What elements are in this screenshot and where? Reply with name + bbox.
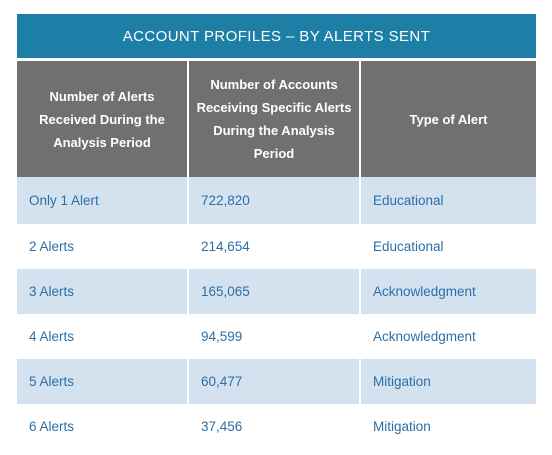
table-row <box>17 177 536 224</box>
cell-accounts: 214,654 <box>188 224 360 269</box>
cell-accounts: 94,599 <box>188 314 360 359</box>
cell-alerts: 5 Alerts <box>17 359 188 404</box>
table-row <box>17 269 536 314</box>
cell-alerts: 4 Alerts <box>17 314 188 359</box>
header-accounts-receiving: Number of Accounts Receiving Specific Alerts During the Analysis Period <box>188 61 360 177</box>
table-row <box>17 224 536 269</box>
table-row <box>17 404 536 449</box>
cell-type: Mitigation <box>360 404 536 449</box>
cell-type: Educational <box>360 224 536 269</box>
account-profiles-table <box>17 61 536 449</box>
cell-accounts: 165,065 <box>188 269 360 314</box>
cell-accounts: 37,456 <box>188 404 360 449</box>
cell-alerts: 3 Alerts <box>17 269 188 314</box>
cell-accounts: 722,820 <box>188 177 360 224</box>
table-title: ACCOUNT PROFILES – BY ALERTS SENT <box>17 14 536 58</box>
cell-type: Educational <box>360 177 536 224</box>
table-row <box>17 314 536 359</box>
table-header-row <box>17 61 536 177</box>
cell-type: Acknowledgment <box>360 314 536 359</box>
cell-accounts: 60,477 <box>188 359 360 404</box>
cell-alerts: 6 Alerts <box>17 404 188 449</box>
table-row <box>17 359 536 404</box>
cell-alerts: Only 1 Alert <box>17 177 188 224</box>
cell-type: Mitigation <box>360 359 536 404</box>
cell-alerts: 2 Alerts <box>17 224 188 269</box>
header-alert-type: Type of Alert <box>360 61 536 177</box>
cell-type: Acknowledgment <box>360 269 536 314</box>
header-alerts-received: Number of Alerts Received During the Analysis Period <box>17 61 188 177</box>
